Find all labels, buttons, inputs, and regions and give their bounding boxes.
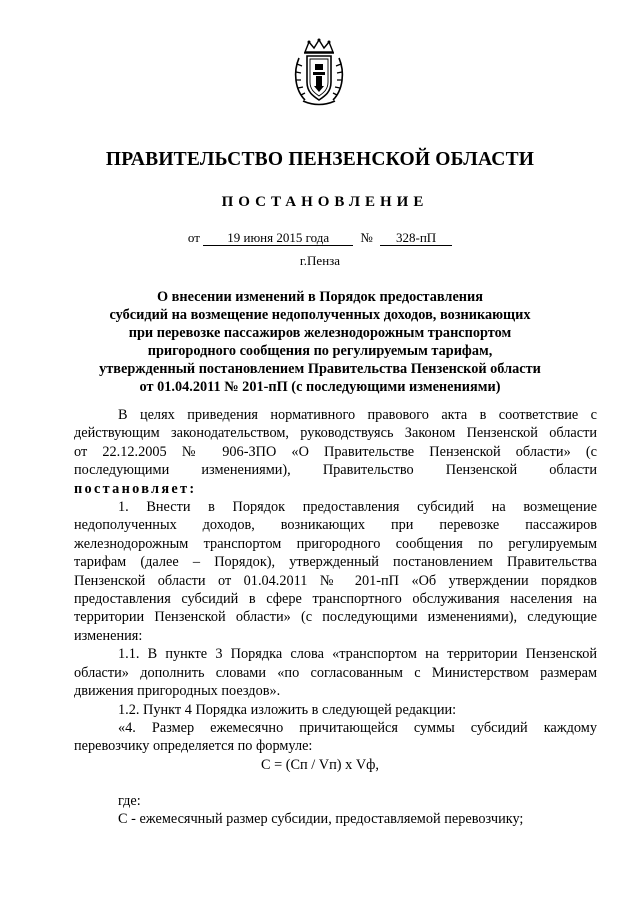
document-body <box>74 406 597 756</box>
document-number: 328-пП <box>380 231 452 246</box>
from-label: от <box>187 230 200 245</box>
heading-line: О внесении изменений в Порядок предоставления <box>156 289 484 305</box>
heading-line: пригородного сообщения по регулируемым тарифам, <box>147 343 493 359</box>
body-line: 1.2. Пункт 4 Порядка изложить в следующей редакции: <box>118 701 457 718</box>
date-number-line <box>0 230 640 246</box>
body-line: 1.1. В пункте 3 Порядка слова «транспортом на территории Пензенской <box>118 646 597 663</box>
city: г.Пенза <box>299 253 341 268</box>
body-line: области» дополнить словами «по согласованным с Министерством размерам <box>74 664 597 681</box>
heading-line: от 01.04.2011 № 201-пП (с последующими изменениями) <box>139 379 501 395</box>
number-label: № <box>360 230 373 245</box>
organization-title: ПРАВИТЕЛЬСТВО ПЕНЗЕНСКОЙ ОБЛАСТИ <box>105 149 535 170</box>
body-line: изменения: <box>74 627 143 644</box>
body-line: последующими изменениями), Правительство Пензенской области <box>74 462 597 479</box>
body-line: 1. Внести в Порядок предоставления субсидий на возмещение <box>118 499 597 516</box>
body-line: движения пригородных поездов». <box>74 683 281 700</box>
where-label: где: <box>118 793 141 809</box>
coat-of-arms-icon <box>291 38 347 108</box>
document-heading <box>80 288 560 396</box>
heading-line: утвержденный постановлением Правительства Пензенской области <box>99 361 541 377</box>
body-line: перевозчику определяется по формуле: <box>74 738 313 755</box>
body-line: тарифам (далее – Порядок), утвержденный постановлением Правительства <box>74 554 597 571</box>
body-line: предоставления субсидий в сфере транспортного обслуживания населения на <box>74 591 597 608</box>
body-line: «4. Размер ежемесячно причитающейся суммы субсидий каждому <box>118 719 597 736</box>
document-type: ПОСТАНОВЛЕНИЕ <box>221 194 429 210</box>
body-line: территории Пензенской области» (с последующими изменениями), следующие <box>74 609 597 626</box>
body-line: недополученных доходов, возникающих при перевозке пассажиров <box>74 517 597 534</box>
body-line: В целях приведения нормативного правового акта в соответствие с <box>118 407 597 423</box>
body-line: действующим законодательством, руководствуясь Законом Пензенской области <box>74 425 597 442</box>
document-date: 19 июня 2015 года <box>203 231 353 246</box>
body-line: железнодорожным транспортом пригородного сообщения по регулируемым <box>74 535 597 552</box>
body-line: Пензенской области от 01.04.2011 № 201-пП «Об утверждении порядков <box>74 572 597 589</box>
resolves-word: постановляет: <box>74 480 197 497</box>
body-line: от 22.12.2005 № 906-ЗПО «О Правительстве Пензенской области» (с <box>74 443 597 460</box>
heading-line: при перевозке пассажиров железнодорожным транспортом <box>128 325 512 341</box>
formula-definition: С - ежемесячный размер субсидии, предоставляемой перевозчику; <box>118 811 524 827</box>
heading-line: субсидий на возмещение недополученных доходов, возникающих <box>109 307 531 323</box>
formula: С = (Сп / Vп) х Vф, <box>260 757 379 773</box>
